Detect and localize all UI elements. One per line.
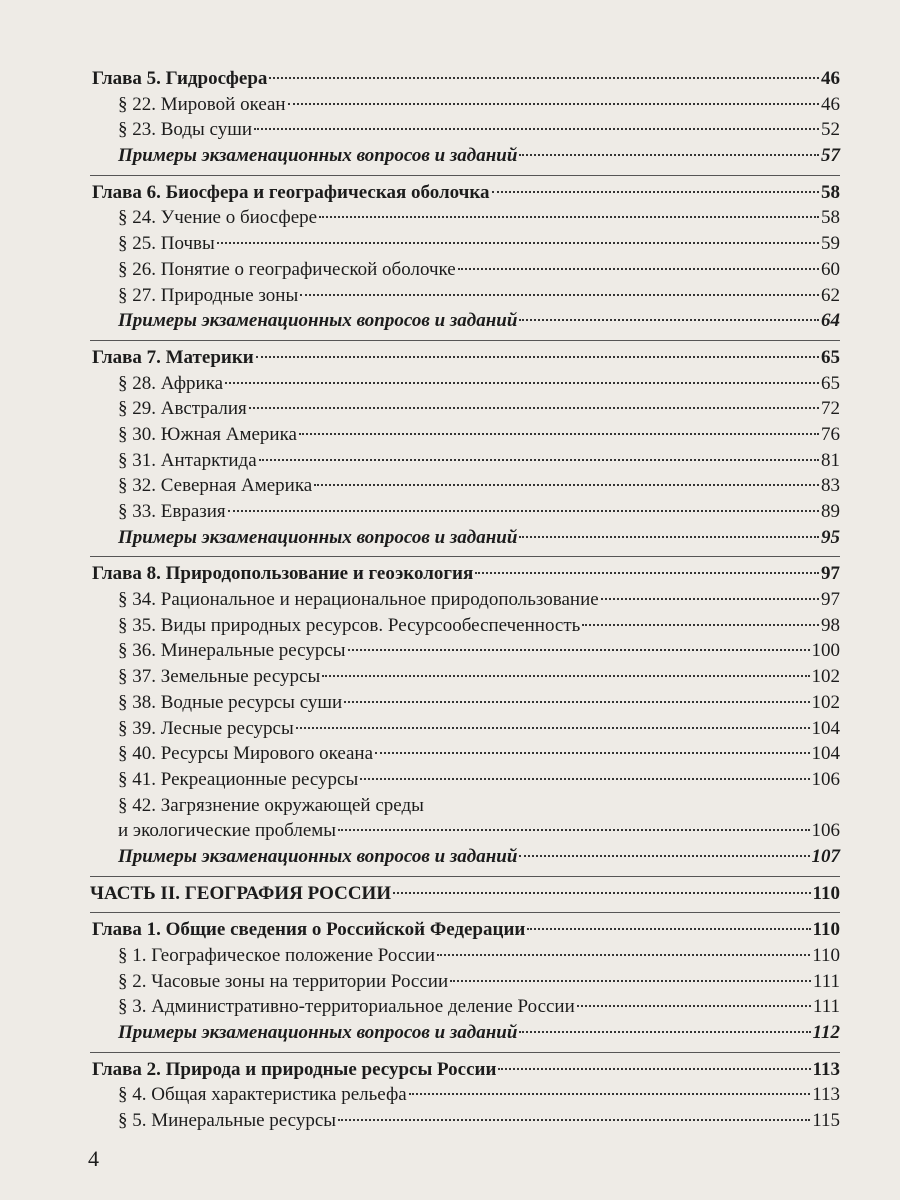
toc-page-number: 104 [811,717,840,739]
toc-page-number: 104 [811,743,840,765]
toc-entry[interactable] [90,638,840,664]
toc-page-number: 89 [821,501,840,522]
toc-page-number: 72 [821,398,840,420]
toc-entry[interactable] [90,613,840,639]
toc-page-number: 83 [821,475,840,497]
toc-part[interactable] [90,881,840,907]
toc-page-number: 62 [821,284,840,306]
toc-title: и экологические проблемы [118,820,337,842]
toc-chapter[interactable] [90,1057,840,1083]
dot-leader [519,154,819,156]
toc-page-number: 113 [812,1058,840,1080]
toc-examples[interactable] [90,525,840,551]
toc-title: § 33. Евразия [118,501,226,522]
toc-title: § 31. Антарктида [118,449,257,471]
toc-entry[interactable] [90,969,840,995]
dot-leader [217,242,819,244]
dot-leader [475,572,819,574]
toc-examples[interactable] [90,143,840,169]
toc-page-number: 100 [811,640,840,662]
dot-leader [601,598,819,600]
toc-page-number: 58 [821,181,840,203]
toc-entry[interactable] [90,716,840,742]
dot-leader [458,268,819,270]
toc-title: § 23. Воды суши [118,119,253,141]
dot-leader [344,701,809,703]
toc-entry-title-line: § 42. Загрязнение окружающей среды [118,794,424,816]
toc-title: § 35. Виды природных ресурсов. Ресурсообеспеченность [118,614,581,636]
dot-leader [348,649,810,651]
toc-section [90,175,840,340]
toc-page-number: 46 [821,68,840,89]
dot-leader [256,356,819,358]
dot-leader [498,1068,810,1070]
dot-leader [300,294,819,296]
dot-leader [314,484,819,486]
dot-leader [319,216,819,218]
toc-title: § 24. Учение о биосфере [118,207,318,229]
toc-chapter[interactable] [90,345,840,371]
toc-entry[interactable] [90,767,840,793]
toc-title: § 37. Земельные ресурсы [118,666,321,688]
toc-title: § 3. Административно-территориальное деление России [118,996,575,1018]
toc-entry[interactable] [90,994,840,1020]
dot-leader [519,536,819,538]
toc-title: Примеры экзаменационных вопросов и заданий [118,145,518,167]
toc-title: § 41. Рекреационные ресурсы [118,768,359,790]
toc-chapter[interactable] [90,180,840,206]
toc-section [90,556,840,875]
toc-page-number: 57 [821,145,840,167]
toc-title: § 4. Общая характеристика рельефа [118,1084,407,1106]
toc-page-number: 110 [812,919,840,941]
toc-page-number: 106 [811,820,840,842]
toc-page-number: 64 [821,310,840,332]
toc-page-number: 76 [821,423,840,445]
dot-leader [338,829,809,831]
dot-leader [375,752,809,754]
toc-examples[interactable] [90,308,840,334]
toc-page-number: 65 [821,372,840,394]
toc-title: § 36. Минеральные ресурсы [118,640,346,662]
toc-title: ЧАСТЬ II. ГЕОГРАФИЯ РОССИИ [90,882,392,904]
toc-entry[interactable] [90,371,840,397]
toc-title: § 38. Водные ресурсы суши [118,691,343,713]
toc-title: § 30. Южная Америка [118,423,297,445]
toc-page-number: 98 [821,614,840,636]
toc-entry[interactable] [90,205,840,231]
toc-page-number: 97 [821,589,840,611]
toc-entry[interactable] [90,741,840,767]
dot-leader [338,1119,810,1121]
toc-page-number: 113 [812,1084,840,1106]
toc-page-number: 107 [811,845,840,867]
toc-page-number: 102 [811,666,840,688]
toc-entry[interactable] [90,473,840,499]
dot-leader [450,980,811,982]
toc-title: Примеры экзаменационных вопросов и заданий [118,1022,518,1044]
dot-leader [322,675,809,677]
toc-title: Глава 7. Материки [92,346,254,368]
toc-entry[interactable] [90,117,840,143]
dot-leader [296,727,810,729]
dot-leader [360,778,809,780]
toc-page-number: 111 [812,970,840,992]
toc-entry[interactable] [90,1082,840,1108]
toc-page-number: 59 [821,233,840,255]
toc-title: Глава 5. Гидросфера [92,68,268,89]
toc-examples[interactable] [90,1020,840,1046]
toc-title: § 29. Австралия [118,398,247,420]
dot-leader [527,928,810,930]
toc-entry[interactable] [90,587,840,613]
toc-page-number: 60 [821,258,840,280]
toc-entry[interactable] [90,231,840,257]
toc-entry[interactable] [90,664,840,690]
dot-leader [254,128,819,130]
dot-leader [519,319,819,321]
toc-page-number: 106 [811,768,840,790]
toc-section [90,62,840,175]
toc-entry[interactable] [90,257,840,283]
toc-title: § 32. Северная Америка [118,475,313,497]
toc-page-number: 65 [821,346,840,368]
toc-title: Примеры экзаменационных вопросов и заданий [118,845,518,867]
dot-leader [519,1031,810,1033]
dot-leader [288,103,819,105]
toc-page-number: 111 [812,996,840,1018]
toc-chapter[interactable] [90,66,840,92]
toc-entry[interactable] [90,283,840,309]
toc-title: Примеры экзаменационных вопросов и заданий [118,526,518,548]
toc-section [90,1052,840,1140]
toc-section [90,876,840,913]
toc-title: § 39. Лесные ресурсы [118,717,294,739]
toc-page-number: 112 [812,1022,840,1044]
toc-page-number: 95 [821,526,840,548]
toc-title: § 40. Ресурсы Мирового океана [118,743,374,765]
toc-title: § 34. Рациональное и нерациональное природопользование [118,589,599,611]
toc-page-number: 97 [821,563,840,585]
toc-entry[interactable] [90,396,840,422]
toc-entry[interactable] [90,943,840,969]
toc-title: § 25. Почвы [118,233,215,255]
toc-page-number: 58 [821,207,840,229]
toc-title: § 27. Природные зоны [118,284,299,306]
toc-title: § 22. Мировой океан [118,93,286,115]
toc-page-number: 110 [812,882,840,904]
toc-entry[interactable] [90,690,840,716]
dot-leader [299,433,819,435]
toc-page-number: 115 [812,1110,840,1132]
toc-entry[interactable] [90,92,840,118]
toc-title: Глава 8. Природопользование и геоэкология [92,563,474,585]
toc-title: § 28. Африка [118,372,224,394]
toc-page-number: 46 [821,93,840,115]
toc-entry[interactable] [90,422,840,448]
toc-entry[interactable] [90,499,840,525]
toc-page-number: 110 [812,945,840,966]
dot-leader [492,191,819,193]
toc-entry[interactable] [90,818,840,844]
dot-leader [393,892,810,894]
toc-section [90,340,840,557]
toc-title: § 5. Минеральные ресурсы [118,1110,337,1132]
toc-title: § 2. Часовые зоны на территории России [118,970,449,992]
dot-leader [228,510,819,512]
toc-chapter[interactable] [90,917,840,943]
toc-page-number: 102 [811,691,840,713]
toc-chapter[interactable] [90,561,840,587]
toc-title: Глава 6. Биосфера и географическая оболочка [92,181,490,203]
dot-leader [519,855,809,857]
table-of-contents [90,62,840,1140]
toc-examples[interactable] [90,844,840,870]
dot-leader [437,954,810,956]
dot-leader [409,1093,810,1095]
dot-leader [225,382,819,384]
toc-title: Глава 2. Природа и природные ресурсы России [92,1058,497,1080]
page-number: 4 [88,1146,99,1171]
toc-title: Примеры экзаменационных вопросов и заданий [118,310,518,332]
toc-entry[interactable] [90,448,840,474]
dot-leader [249,407,819,409]
toc-section [90,912,840,1051]
toc-title: Глава 1. Общие сведения о Российской Федерации [92,919,526,941]
toc-page-number: 52 [821,119,840,141]
toc-title: § 26. Понятие о географической оболочке [118,258,456,280]
dot-leader [259,459,819,461]
dot-leader [577,1005,811,1007]
toc-page-number: 81 [821,449,840,471]
toc-title: § 1. Географическое положение России [118,945,436,966]
dot-leader [582,624,819,626]
toc-entry[interactable] [90,1108,840,1134]
dot-leader [269,77,819,79]
